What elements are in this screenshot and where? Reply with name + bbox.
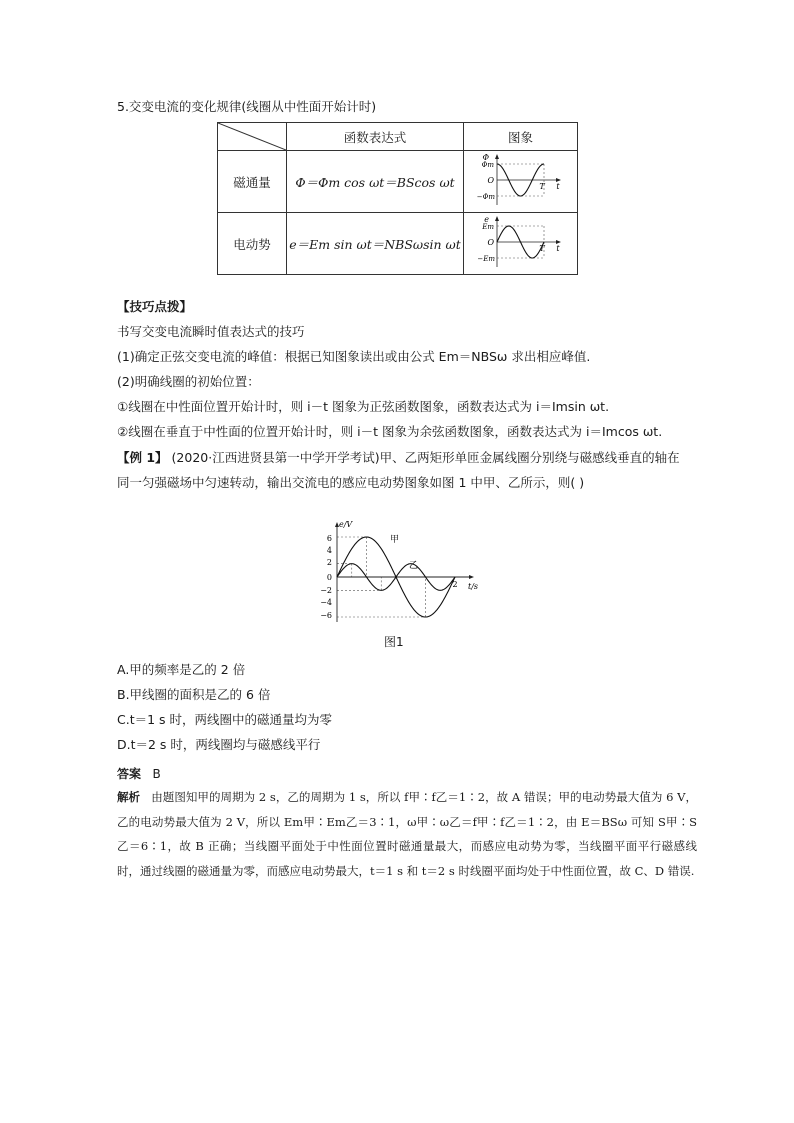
emf-graph — [464, 213, 577, 271]
row-name-emf: 电动势 — [218, 213, 287, 275]
fig-y-tick-neg4: −4 — [320, 598, 332, 607]
example-body: (2020·江西进贤县第一中学开学考试)甲、乙两矩形单匝金属线圈分别绕与磁感线垂直的轴在同一匀强磁场中匀速转动，输出交流电的感应电动势图象如图 1 中甲、乙所示，则( ) — [117, 450, 680, 490]
formula-flux: Φ＝Φm cos ωt＝BScos ωt — [287, 151, 464, 213]
emf-period-label: T — [539, 244, 545, 253]
fig-y-tick-0: 0 — [326, 573, 332, 582]
table-row — [218, 213, 578, 275]
fig-label-jia: 甲 — [390, 535, 400, 545]
analysis-label: 解析 — [117, 790, 141, 804]
option-a: A.甲的频率是乙的 2 倍 — [117, 662, 246, 677]
option-d: D.t＝2 s 时，两线圈均与磁感线平行 — [117, 737, 321, 752]
example-label: 【例 1】 — [117, 450, 168, 465]
figure-1-caption: 图1 — [384, 635, 404, 649]
graph-flux-cell — [464, 151, 578, 213]
flux-graph — [464, 151, 577, 209]
option-c: C.t＝1 s 时，两线圈中的磁通量均为零 — [117, 712, 333, 727]
fig-y-tick-4: 4 — [326, 546, 332, 555]
row-name-flux: 磁通量 — [218, 151, 287, 213]
emf-origin-label: O — [487, 238, 494, 247]
section-title: 5.交变电流的变化规律(线圈从中性面开始计时) — [117, 99, 377, 114]
fig-x-label: t/s — [468, 582, 479, 591]
answer-value: B — [152, 767, 161, 781]
tips-subheading: 书写交变电流瞬时值表达式的技巧 — [117, 324, 305, 339]
graph-emf-cell — [464, 213, 578, 275]
answer-label: 答案 — [117, 767, 142, 781]
fig-y-label: e/V — [339, 520, 353, 529]
analysis-text: 由题图知甲的周期为 2 s，乙的周期为 1 s，所以 f甲∶f乙＝1∶2，故 A 错误；甲的电动势最大值为 6 V，乙的电动势最大值为 2 V，所以 Em甲∶Em乙＝3∶1，ω甲∶ω乙＝f甲∶f乙＝1∶2，由 E＝BSω 可知 S甲∶S乙＝6∶1，故 B 正确；当线圈平面处于中性面位置时磁通量最大，而感应电动势为零，当线圈平面平行磁感线时，通过线圈的磁通量为零，而感应电动势最大，t＝1 s 和 t＝2 s 时线圈平面均处于中性面位置，故 C、D 错误. — [117, 790, 698, 878]
flux-y-label: Φ — [482, 153, 489, 162]
fig-label-yi: 乙 — [409, 561, 419, 571]
fig-x-tick-2: 2 — [452, 580, 458, 589]
fig-y-tick-6: 6 — [326, 534, 332, 543]
emf-t-label: t — [556, 244, 560, 253]
tips-item-4: ②线圈在垂直于中性面的位置开始计时，则 i－t 图象为余弦函数图象，函数表达式为 i＝Imcos ωt. — [117, 424, 663, 439]
tips-item-1: (1)确定正弦交变电流的峰值：根据已知图象读出或由公式 Em＝NBSω 求出相应峰值. — [117, 349, 591, 364]
example-text — [117, 445, 689, 495]
emf-y-label: e — [484, 215, 489, 224]
fig-y-tick-2: 2 — [326, 558, 332, 567]
analysis-block — [117, 785, 697, 883]
emf-peak-label: Em — [482, 223, 494, 231]
formula-table — [217, 122, 578, 275]
emf-neg-peak-label: −Em — [477, 255, 495, 263]
diagonal-line — [218, 123, 286, 150]
figure-1-chart — [310, 518, 490, 628]
header-formula: 函数表达式 — [287, 123, 464, 151]
table-row — [218, 151, 578, 213]
table-corner-cell — [218, 123, 287, 151]
tips-item-2: (2)明确线圈的初始位置： — [117, 374, 260, 389]
flux-neg-peak-label: −Φm — [476, 193, 495, 201]
flux-period-label: T — [539, 182, 545, 191]
fig-y-tick-neg6: −6 — [320, 611, 332, 620]
fig-y-tick-neg2: −2 — [320, 586, 332, 595]
formula-emf: e＝Em sin ωt＝NBSωsin ωt — [287, 213, 464, 275]
flux-origin-label: O — [487, 176, 494, 185]
answer-line — [117, 766, 161, 782]
tips-item-3: ①线圈在中性面位置开始计时，则 i－t 图象为正弦函数图象，函数表达式为 i＝Imsin ωt. — [117, 399, 610, 414]
option-b: B.甲线圈的面积是乙的 6 倍 — [117, 687, 271, 702]
flux-peak-label: Φm — [481, 161, 494, 169]
flux-t-label: t — [556, 182, 560, 191]
header-graph: 图象 — [464, 123, 578, 151]
tips-heading: 【技巧点拨】 — [117, 299, 193, 314]
